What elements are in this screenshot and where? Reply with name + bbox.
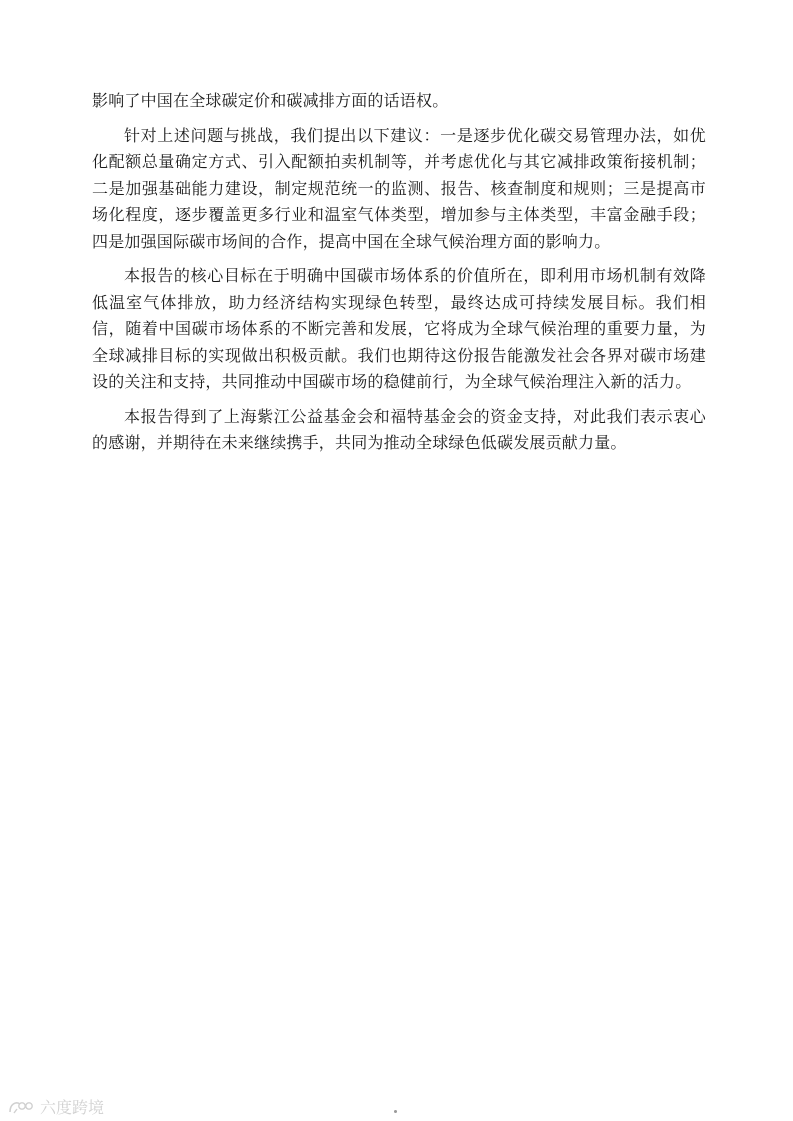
document-body <box>92 88 706 465</box>
watermark-text: 六度跨境 <box>40 1098 105 1117</box>
page-marker <box>394 1110 397 1113</box>
paragraph-continuation: 影响了中国在全球碳定价和碳减排方面的话语权。 <box>92 91 449 110</box>
paragraph-acknowledgement: 本报告得到了上海紫江公益基金会和福特基金会的资金支持，对此我们表示衷心的感谢，并期待在未来继续携手，共同为推动全球绿色低碳发展贡献力量。 <box>92 406 706 452</box>
watermark <box>8 1095 104 1118</box>
brand-logo-icon <box>8 1098 36 1116</box>
paragraph-core-objective: 本报告的核心目标在于明确中国碳市场体系的价值所在，即利用市场机制有效降低温室气体排放，助力经济结构实现绿色转型，最终达成可持续发展目标。我们相信，随着中国碳市场体系的不断完善和发展，它将成为全球气候治理的重要力量，为全球减排目标的实现做出积极贡献。我们也期待这份报告能激发社会各界对碳市场建设的关注和支持，共同推动中国碳市场的稳健前行，为全球气候治理注入新的活力。 <box>92 266 706 391</box>
paragraph-recommendations: 针对上述问题与挑战，我们提出以下建议：一是逐步优化碳交易管理办法，如优化配额总量确定方式、引入配额拍卖机制等，并考虑优化与其它减排政策衔接机制；二是加强基础能力建设，制定规范统一的监测、报告、核查制度和规则；三是提高市场化程度，逐步覆盖更多行业和温室气体类型，增加参与主体类型，丰富金融手段；四是加强国际碳市场间的合作，提高中国在全球气候治理方面的影响力。 <box>92 125 706 251</box>
